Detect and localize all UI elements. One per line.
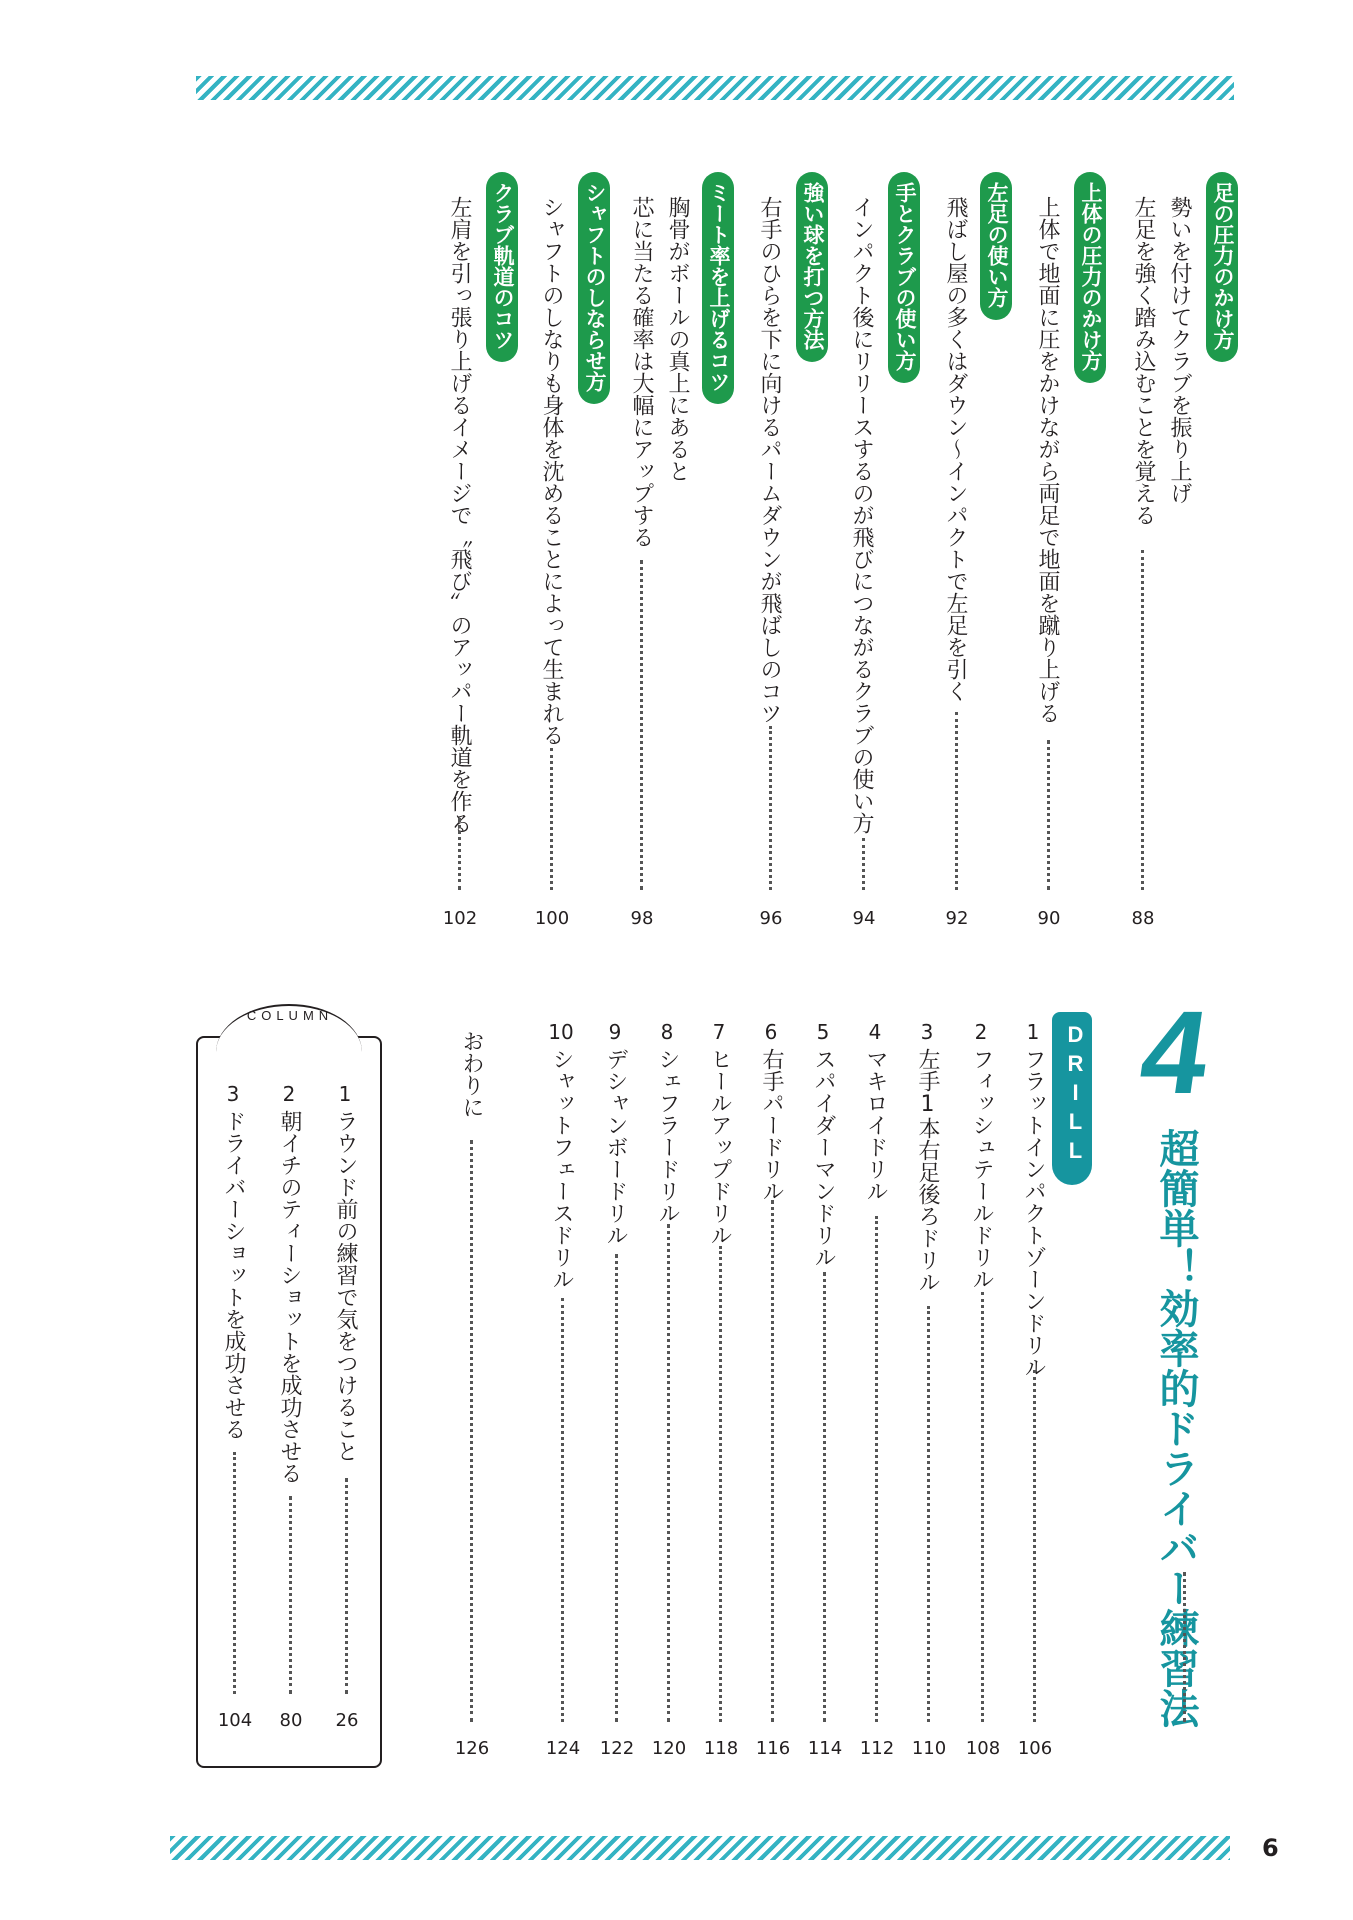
column-item-number: 3 [226,1082,240,1106]
drill-page-2[interactable]: 108 [965,1738,1001,1759]
drill-number: 1 [1026,1020,1040,1044]
column-item-number: 2 [282,1082,296,1106]
section-title-4: 強い球を打つ方法 [796,172,828,362]
drill-page-6[interactable]: 116 [755,1738,791,1759]
section-desc-5a: 胸骨がボールの真上にあると [665,196,690,482]
section-page-1[interactable]: 90 [1037,908,1061,929]
section-page-4[interactable]: 96 [759,908,783,929]
drill-page-1[interactable]: 106 [1017,1738,1053,1759]
drill-page-3[interactable]: 110 [911,1738,947,1759]
drill-title-3[interactable]: 左手1本右足後ろドリル [915,1048,940,1293]
leader-dots [1047,740,1051,890]
leader-dots [981,1292,985,1722]
leader-dots [345,1478,349,1694]
leader-dots [289,1496,293,1694]
section-page-0[interactable]: 88 [1131,908,1155,929]
drill-number: 9 [608,1020,622,1044]
drill-number: 2 [974,1020,988,1044]
column-item-page-3[interactable]: 104 [217,1710,253,1731]
drill-number: 4 [868,1020,882,1044]
drill-page-7[interactable]: 118 [703,1738,739,1759]
leader-dots [955,712,959,890]
drill-page-8[interactable]: 120 [651,1738,687,1759]
leader-dots [615,1254,619,1722]
drill-title-1[interactable]: フラットインパクトゾーンドリル [1021,1048,1046,1378]
drill-number: 7 [712,1020,726,1044]
drill-page-9[interactable]: 122 [599,1738,635,1759]
drill-page-10[interactable]: 124 [545,1738,581,1759]
leader-dots [823,1272,827,1722]
drill-title-4[interactable]: マキロイドリル [863,1048,888,1202]
leader-dots [561,1298,565,1722]
section-title-5: ミート率を上げるコツ [702,172,734,404]
column-item-number: 1 [338,1082,352,1106]
drill-badge: DRILL [1052,1012,1092,1185]
drill-title-5[interactable]: スパイダーマンドリル [811,1048,836,1268]
leader-dots [458,818,462,890]
drill-number: 5 [816,1020,830,1044]
section-title-6: シャフトのしならせ方 [578,172,610,404]
section-desc-6: シャフトのしなりも身体を沈めることによって生まれる [539,196,564,746]
section-desc-0b: 左足を強く踏み込むことを覚える [1131,196,1156,526]
section-title-2: 左足の使い方 [980,172,1012,320]
leader-dots [470,1140,474,1722]
drill-number: 8 [660,1020,674,1044]
drill-title-2[interactable]: フィッシュテールドリル [969,1048,994,1290]
section-desc-4: 右手のひらを下に向けるパームダウンが飛ばしのコツ [757,196,782,724]
column-item-title-3[interactable]: ドライバーショットを成功させる [221,1110,246,1440]
leader-dots [1033,1370,1037,1722]
drill-number: 3 [920,1020,934,1044]
section-page-7[interactable]: 102 [442,908,478,929]
column-item-page-1[interactable]: 26 [335,1710,359,1731]
leader-dots [550,748,554,890]
drill-title-8[interactable]: シェフラードリル [655,1048,680,1224]
drill-number: 10 [548,1020,574,1044]
section-desc-3: インパクト後にリリースするのが飛びにつながるクラブの使い方 [849,196,874,834]
drill-number: 6 [764,1020,778,1044]
bottom-stripe-decoration [170,1836,1230,1860]
page-number: 6 [1262,1834,1279,1862]
closing-page[interactable]: 126 [454,1738,490,1759]
leader-dots [771,1200,775,1722]
leader-dots [769,726,773,890]
drill-page-5[interactable]: 114 [807,1738,843,1759]
section-title-3: 手とクラブの使い方 [888,172,920,383]
drill-title-7[interactable]: ヒールアップドリル [707,1048,732,1246]
section-desc-2: 飛ばし屋の多くはダウン〜インパクトで左足を引く [943,196,968,702]
closing-title[interactable]: おわりに [459,1030,484,1118]
section-page-3[interactable]: 94 [852,908,876,929]
drill-title-10[interactable]: シャットフェースドリル [549,1048,574,1290]
leader-dots [927,1306,931,1722]
leader-dots [1141,550,1145,890]
leader-dots [862,838,866,890]
drill-title-6[interactable]: 右手パードリル [759,1048,784,1202]
chapter-title: 超簡単！効率的ドライバー練習法 [1153,1128,1199,1728]
section-title-7: クラブ軌道のコツ [486,172,518,362]
top-stripe-decoration [196,76,1234,100]
section-title-0: 足の圧力のかけ方 [1206,172,1238,362]
column-item-title-2[interactable]: 朝イチのティーショットを成功させる [277,1110,302,1484]
leader-dots [719,1246,723,1722]
column-item-title-1[interactable]: ラウンド前の練習で気をつけること [333,1110,358,1462]
section-desc-1: 上体で地面に圧をかけながら両足で地面を蹴り上げる [1035,196,1060,724]
leader-dots [640,560,644,890]
section-page-6[interactable]: 100 [534,908,570,929]
column-item-page-2[interactable]: 80 [279,1710,303,1731]
column-label: COLUMN [246,1008,334,1023]
leader-dots [1183,1572,1187,1722]
leader-dots [875,1216,879,1722]
leader-dots [667,1224,671,1722]
section-page-5[interactable]: 98 [630,908,654,929]
drill-title-9[interactable]: デシャンボードリル [603,1048,628,1246]
section-desc-0a: 勢いを付けてクラブを振り上げ [1167,196,1192,504]
drill-page-4[interactable]: 112 [859,1738,895,1759]
section-page-2[interactable]: 92 [945,908,969,929]
section-desc-7: 左肩を引っ張り上げるイメージで〝飛び〟のアッパー軌道を作る [447,196,472,834]
chapter-number: 4 [1132,987,1217,1119]
leader-dots [233,1452,237,1694]
section-desc-5b: 芯に当たる確率は大幅にアップする [629,196,654,548]
section-title-1: 上体の圧力のかけ方 [1074,172,1106,383]
